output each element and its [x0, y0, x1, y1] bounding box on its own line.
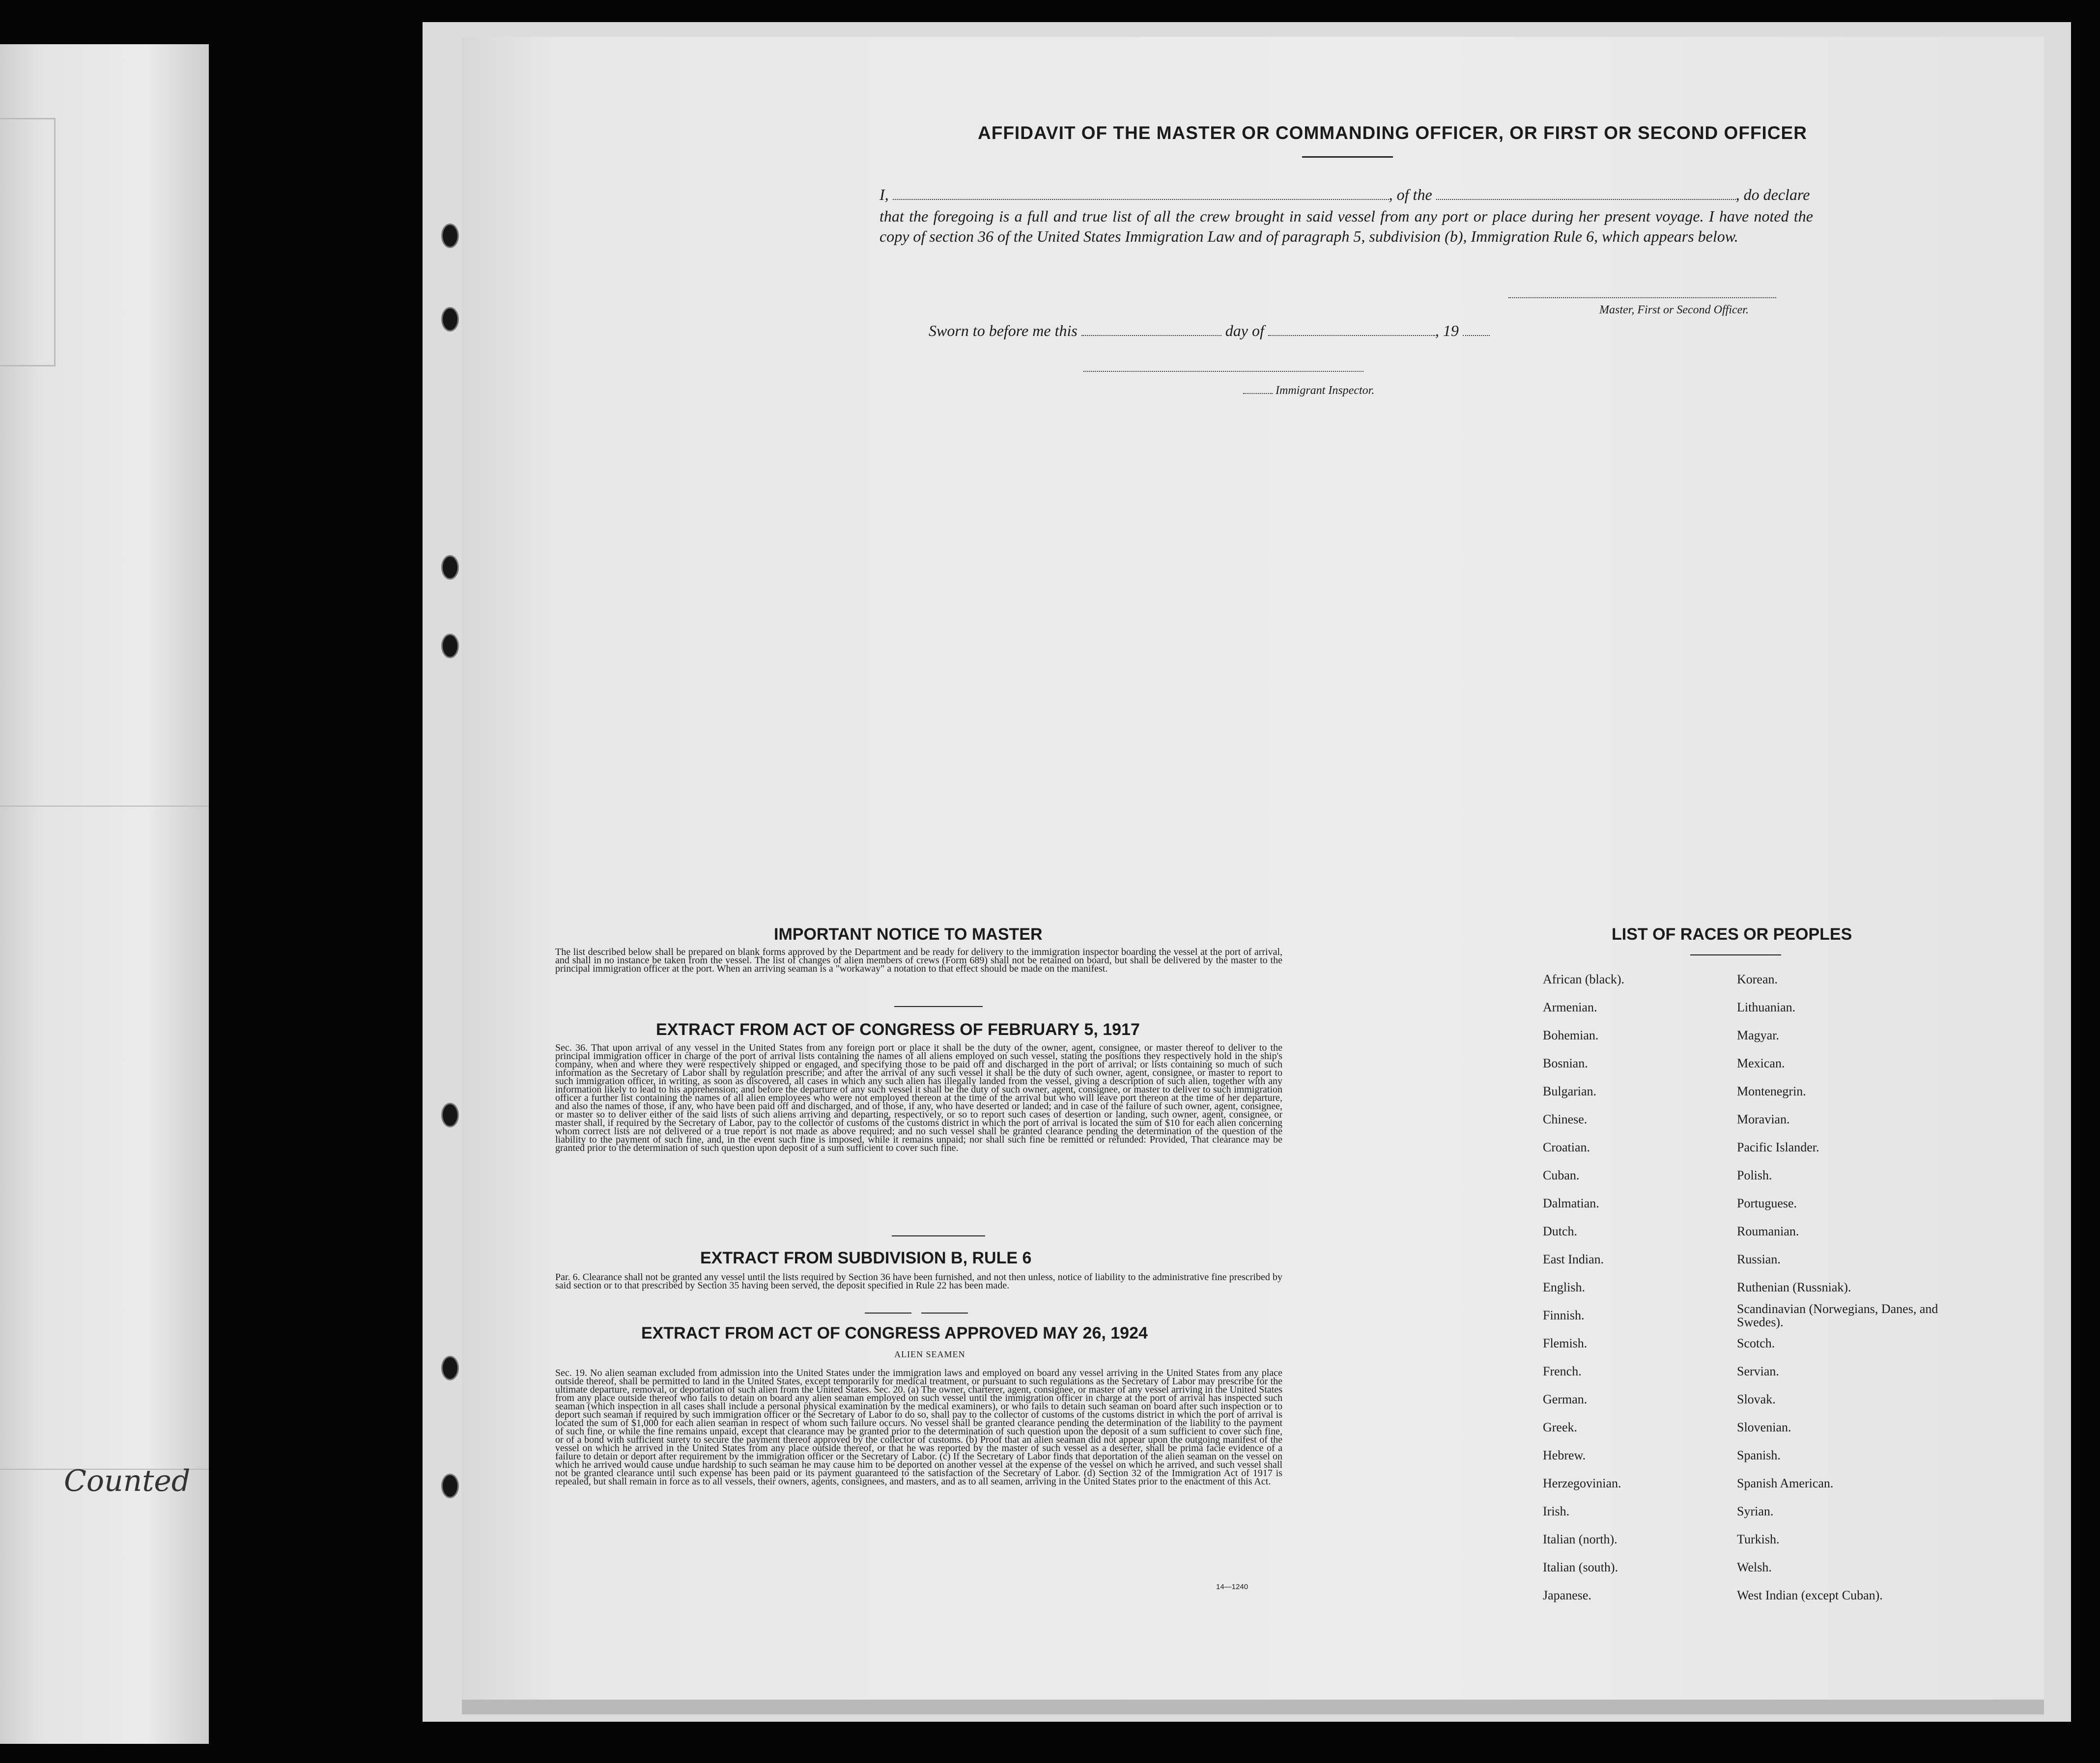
signature-label: Master, First or Second Officer. [1599, 304, 1749, 316]
affidavit-of-the: , of the [1389, 186, 1432, 203]
race-item: African (black). [1543, 972, 1625, 986]
race-item: English. [1543, 1280, 1585, 1294]
rule-6-title: EXTRACT FROM SUBDIVISION B, RULE 6 [700, 1249, 1032, 1267]
race-item: Roumanian. [1737, 1224, 1799, 1238]
races-title-rule [1690, 954, 1781, 955]
race-item: Servian. [1737, 1364, 1779, 1378]
race-item: Italian (north). [1543, 1532, 1618, 1546]
sworn-year-field [1463, 335, 1490, 336]
race-item: Dalmatian. [1543, 1196, 1599, 1210]
extract-1924-text: Sec. 19. No alien seaman excluded from admission into the United States under the immigration laws and employed on board any vessel arriving in the United States from any place outside thereof, shall be permitted to land in the United States, except temporarily for medical treatment, or pursuant to such regulations as the Secretary of Labor may prescribe for the ultimate departure, removal, or deportation of such alien from the United States. Sec. 20. (a) The owner, charterer, agent, consignee, or master of any vessel arriving in the United States from any place outside thereof who fails to detain on board any alien seaman employed on such vessel until the immigration officer in charge at the port of arrival has inspected such seaman (which inspection in all cases shall include a personal physical examination by the medical examiners), or who fails to detain such seaman on board after such inspection or to deport such seaman if required by such immigration officer or the Secretary of Labor to do so, shall pay to the collector of customs of the customs district in which the port of arrival is located the sum of $1,000 for each alien seaman in respect of whom such failure occurs. No vessel shall be granted clearance pending the determination of the liability to the payment of such fine, or while the fine remains unpaid, except that clearance may be granted prior to the determination of such question upon the deposit of a sum sufficient to cover such fine, or of a bond with sufficient surety to secure the payment thereof approved by the collector of customs. (b) Proof that an alien seaman did not appear upon the outgoing manifest of the vessel on which he arrived in the United States from any place outside thereof, or that he was reported by the master of such vessel as a deserter, shall be prima facie evidence of a failure to detain or deport after requirement by the immigration officer or the Secretary of Labor. (c) If the Secretary of Labor finds that deportation of the alien seaman on the vessel on which he arrived would cause undue hardship to such seaman he may cause him to be deported on another vessel at the expense of the vessel on which he arrived, and such vessel shall not be granted clearance until such expense has been paid or its payment guaranteed to the satisfaction of the Secretary of Labor. (d) Section 32 of the Immigration Act of 1917 is repealed, but shall remain in force as to all vessels, their owners, agents, consignees, and masters, and as to all seamen, arriving in the United States prior to the enactment of this Act. [555, 1368, 1282, 1487]
race-item: German. [1543, 1392, 1588, 1406]
race-item: Cuban. [1543, 1168, 1580, 1182]
binder-hole [441, 634, 459, 658]
race-item: Welsh. [1737, 1560, 1772, 1574]
race-item: Slovak. [1737, 1392, 1776, 1406]
race-item: Spanish American. [1737, 1476, 1834, 1490]
race-item: Scotch. [1737, 1336, 1775, 1350]
title-rule [1302, 156, 1393, 158]
sworn-month-field [1268, 335, 1435, 336]
race-item: Bosnian. [1543, 1056, 1588, 1070]
affidavit-declare: , do declare [1735, 186, 1810, 203]
race-item: Lithuanian. [1737, 1000, 1796, 1014]
race-item: Pacific Islander. [1737, 1140, 1819, 1154]
race-item: Slovenian. [1737, 1420, 1791, 1434]
vessel-name-field [1436, 199, 1736, 200]
race-item: East Indian. [1543, 1252, 1604, 1266]
races-column-2 [1737, 965, 1943, 1609]
binder-hole [441, 1356, 459, 1380]
race-item: Mexican. [1737, 1056, 1785, 1070]
race-item: Armenian. [1543, 1000, 1597, 1014]
race-item: Dutch. [1543, 1224, 1578, 1238]
race-item: Spanish. [1737, 1448, 1781, 1462]
race-item: Ruthenian (Russniak). [1737, 1280, 1851, 1294]
race-item: Herzegovinian. [1543, 1476, 1621, 1490]
rule-6-text: Par. 6. Clearance shall not be granted any vessel until the lists required by Section 36 have been furnished, and not then unless, notice of liability to the administrative fine prescribed by said section or to that prescribed by Section 35 having been served, the deposit specified in Rule 22 has been made. [555, 1272, 1282, 1291]
page-bottom-edge [462, 1700, 2044, 1714]
extract-1924-subtitle: ALIEN SEAMEN [894, 1349, 965, 1359]
inspector-label-row [1243, 384, 1374, 397]
signature-line [1508, 297, 1776, 298]
notice-text: The list described below shall be prepared on blank forms approved by the Department and be ready for delivery to the immigration inspector boarding the vessel at the port of arrival, and shall in no instance be taken from the vessel. The list of changes of alien members of crews (Form 689) shall not be retained on board, but shall be delivered by the master to the principal immigration officer at the port. When an arriving seaman is a "workaway" a notation to that effect should be made on the manifest. [555, 947, 1282, 974]
race-item: French. [1543, 1364, 1582, 1378]
inspector-signature-line [1083, 371, 1363, 372]
page-tab [0, 118, 56, 366]
handwritten-note: Counted [64, 1464, 191, 1498]
race-item: Magyar. [1737, 1028, 1779, 1042]
form-number: 14—1240 [1216, 1583, 1249, 1591]
race-item: Syrian. [1737, 1504, 1774, 1518]
race-item: Croatian. [1543, 1140, 1590, 1154]
binder-hole [441, 307, 459, 332]
race-item: Bulgarian. [1543, 1084, 1597, 1098]
extract-1917-title: EXTRACT FROM ACT OF CONGRESS OF FEBRUARY 5, 1917 [656, 1020, 1140, 1039]
race-item: Moravian. [1737, 1112, 1790, 1126]
extract-1917-text: Sec. 36. That upon arrival of any vessel in the United States from any foreign port or place it shall be the duty of the owner, agent, consignee, or master thereof to deliver to the principal immigration officer in charge of the port of arrival lists containing the names of all aliens employed on such vessel, stating the positions they respectively hold in the ship's company, when and where they were respectively shipped or engaged, and specifying those to be paid off and discharged in the port of arrival; or lists containing so much of such information as the Secretary of Labor shall by regulation prescribe; and after the arrival of any such vessel it shall be the duty of such owner, agent, consignee, or master to report to such immigration officer, in writing, as soon as discovered, all cases in which any such alien has illegally landed from the vessel, giving a description of such alien, together with any information likely to lead to his apprehension; and before the departure of any such vessel it shall be the duty of such owner, agent, consignee, or master to deliver to such immigration officer a further list containing the names of all alien employees who were not employed thereon at the time of the arrival but who will leave port thereon at the time of her departure, and also the names of those, if any, who have been paid off and discharged, and of those, if any, who have deserted or landed; and in case of the failure of such owner, agent, consignee, or master so to deliver either of the said lists of such aliens arriving and departing, respectively, or so to report such cases of desertion or landing, such owner, agent, consignee, or master shall, if required by the Secretary of Labor, pay to the collector of customs of the customs district in which the port of arrival is located the sum of $10 for each alien concerning whom correct lists are not delivered or a true report is not made as above required; and no such vessel shall be granted clearance pending the determination of the question of the liability to the payment of such fine, and, in the event such fine is imposed, while it remains unpaid; nor shall such fine be remitted or refunded: Provided, That clearance may be granted prior to the determination of such question upon deposit of a sum sufficient to cover such fine. [555, 1042, 1282, 1153]
inspector-leader [1243, 393, 1273, 394]
affidavit-declaration-line [880, 186, 1810, 204]
race-item: Irish. [1543, 1504, 1570, 1518]
races-column-1 [1543, 965, 1624, 1609]
race-item: Japanese. [1543, 1588, 1591, 1602]
race-item: Polish. [1737, 1168, 1772, 1182]
sworn-year: , 19 [1435, 322, 1459, 339]
race-item: Turkish. [1737, 1532, 1780, 1546]
binder-hole [441, 1103, 459, 1127]
race-item: Portuguese. [1737, 1196, 1797, 1210]
extract-1924-title: EXTRACT FROM ACT OF CONGRESS APPROVED MAY 26, 1924 [641, 1324, 1148, 1343]
race-item: Russian. [1737, 1252, 1781, 1266]
section-rule [892, 1235, 985, 1236]
race-item: Finnish. [1543, 1308, 1585, 1322]
adjacent-page-left [0, 44, 209, 1744]
race-item: Korean. [1737, 972, 1778, 986]
affidavit-body: that the foregoing is a full and true list of all the crew brought in said vessel from any port or place during her present voyage. I have noted the copy of section 36 of the United States Immigration Law and of paragraph 5, subdivision (b), Immigration Rule 6, which appears below. [880, 207, 1813, 245]
inspector-label: Immigrant Inspector. [1276, 384, 1375, 397]
sworn-day-of: day of [1225, 322, 1264, 339]
section-rule [894, 1006, 983, 1007]
race-item: Italian (south). [1543, 1560, 1618, 1574]
notice-title: IMPORTANT NOTICE TO MASTER [774, 925, 1043, 944]
section-rule [865, 1313, 911, 1314]
races-title: LIST OF RACES OR PEOPLES [1612, 925, 1852, 944]
race-item: Chinese. [1543, 1112, 1588, 1126]
binder-hole [441, 555, 459, 580]
race-item: Bohemian. [1543, 1028, 1599, 1042]
race-item: Greek. [1543, 1420, 1578, 1434]
race-item: Flemish. [1543, 1336, 1588, 1350]
binder-hole [441, 1474, 459, 1498]
binder-hole [441, 224, 459, 248]
sworn-text: Sworn to before me this [929, 322, 1078, 339]
sworn-day-field [1081, 335, 1221, 336]
affidavit-i: I, [880, 186, 889, 203]
race-item: West Indian (except Cuban). [1737, 1588, 1883, 1602]
section-rule [921, 1313, 968, 1314]
affidavit-title: AFFIDAVIT OF THE MASTER OR COMMANDING OFFICER, OR FIRST OR SECOND OFFICER [978, 123, 1807, 143]
page-divider [0, 806, 209, 807]
race-item: Montenegrin. [1737, 1084, 1806, 1098]
race-item: Hebrew. [1543, 1448, 1586, 1462]
master-name-field [893, 199, 1389, 200]
sworn-line [929, 322, 1490, 340]
race-item: Scandinavian (Norwegians, Danes, and Swedes). [1737, 1302, 1938, 1329]
